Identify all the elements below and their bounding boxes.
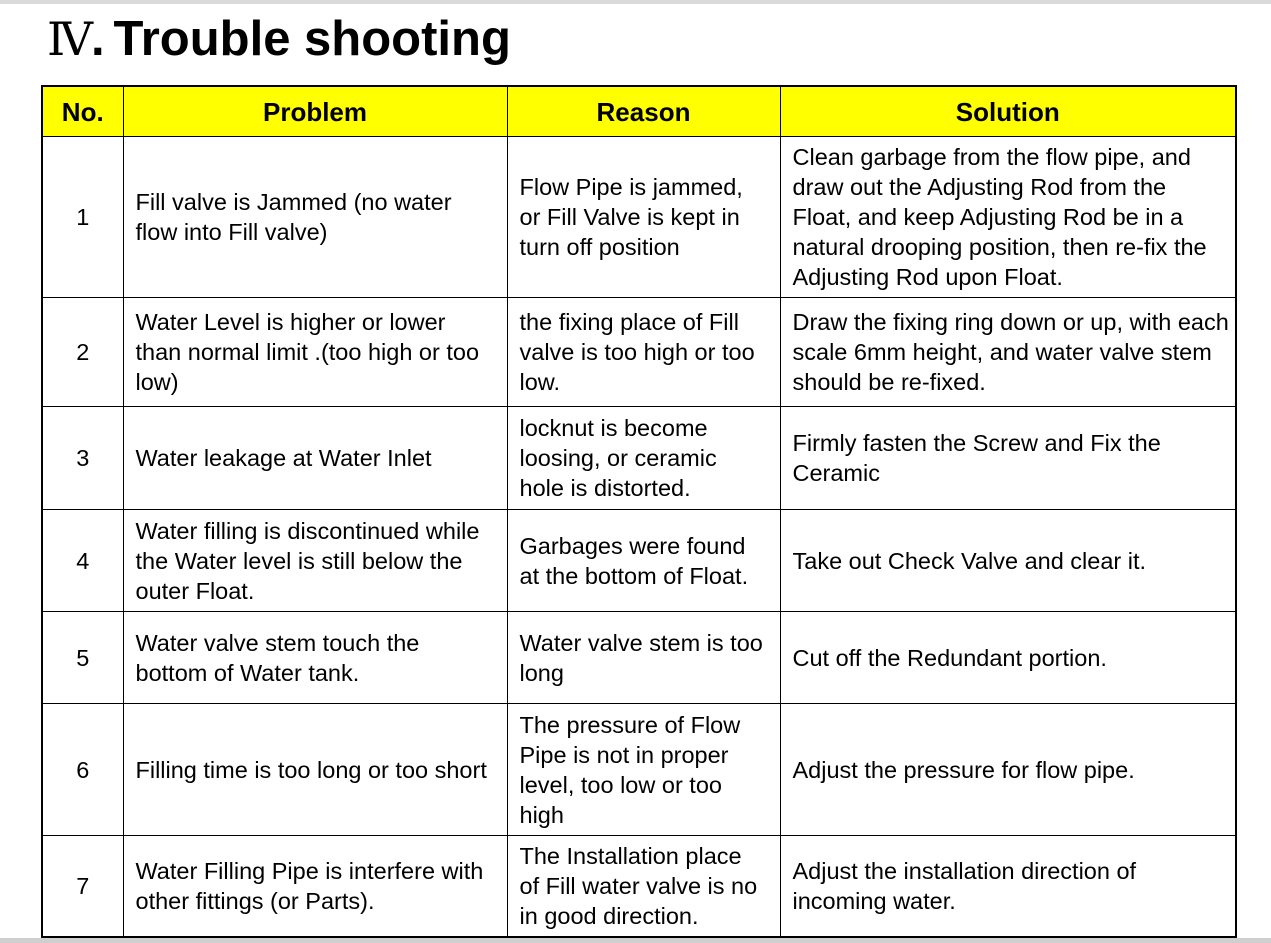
- table-header-row: [42, 86, 1236, 137]
- table-row: [42, 298, 1236, 407]
- reason-cell: Flow Pipe is jammed, or Fill Valve is kept in turn off position: [507, 137, 780, 298]
- row-number: 7: [42, 836, 123, 937]
- table-row: [42, 704, 1236, 836]
- table-row: [42, 510, 1236, 612]
- reason-cell: the fixing place of Fill valve is too high or too low.: [507, 298, 780, 407]
- section-numeral: Ⅳ: [47, 12, 91, 66]
- problem-cell: Water Level is higher or lower than normal limit .(too high or too low): [123, 298, 507, 407]
- row-number: 2: [42, 298, 123, 407]
- solution-cell: Cut off the Redundant portion.: [780, 612, 1236, 704]
- solution-cell: Adjust the pressure for flow pipe.: [780, 704, 1236, 836]
- bottom-border: [0, 938, 1271, 943]
- problem-cell: Water Filling Pipe is interfere with other fittings (or Parts).: [123, 836, 507, 937]
- solution-cell: Clean garbage from the flow pipe, and draw out the Adjusting Rod from the Float, and keep Adjusting Rod be in a natural drooping position, then re-fix the Adjusting Rod upon Float.: [780, 137, 1236, 298]
- solution-cell: Take out Check Valve and clear it.: [780, 510, 1236, 612]
- reason-cell: Water valve stem is too long: [507, 612, 780, 704]
- table-row: [42, 137, 1236, 298]
- problem-cell: Fill valve is Jammed (no water flow into Fill valve): [123, 137, 507, 298]
- top-border: [0, 0, 1271, 4]
- row-number: 5: [42, 612, 123, 704]
- solution-cell: Draw the fixing ring down or up, with each scale 6mm height, and water valve stem should be re-fixed.: [780, 298, 1236, 407]
- table-row: [42, 407, 1236, 510]
- problem-cell: Water valve stem touch the bottom of Water tank.: [123, 612, 507, 704]
- reason-cell: locknut is become loosing, or ceramic hole is distorted.: [507, 407, 780, 510]
- row-number: 6: [42, 704, 123, 836]
- reason-cell: Garbages were found at the bottom of Float.: [507, 510, 780, 612]
- problem-cell: Filling time is too long or too short: [123, 704, 507, 836]
- troubleshooting-table: [41, 85, 1237, 938]
- solution-cell: Firmly fasten the Screw and Fix the Ceramic: [780, 407, 1236, 510]
- title-text: Trouble shooting: [113, 12, 511, 66]
- problem-cell: Water filling is discontinued while the Water level is still below the outer Float.: [123, 510, 507, 612]
- title-dot: .: [90, 12, 105, 66]
- table-row: [42, 836, 1236, 937]
- table-row: [42, 612, 1236, 704]
- reason-cell: The Installation place of Fill water valve is no in good direction.: [507, 836, 780, 937]
- header-problem: Problem: [123, 86, 507, 137]
- header-no: No.: [42, 86, 123, 137]
- reason-cell: The pressure of Flow Pipe is not in proper level, too low or too high: [507, 704, 780, 836]
- row-number: 3: [42, 407, 123, 510]
- page-title: [47, 8, 511, 70]
- row-number: 1: [42, 137, 123, 298]
- header-reason: Reason: [507, 86, 780, 137]
- row-number: 4: [42, 510, 123, 612]
- solution-cell: Adjust the installation direction of incoming water.: [780, 836, 1236, 937]
- header-solution: Solution: [780, 86, 1236, 137]
- problem-cell: Water leakage at Water Inlet: [123, 407, 507, 510]
